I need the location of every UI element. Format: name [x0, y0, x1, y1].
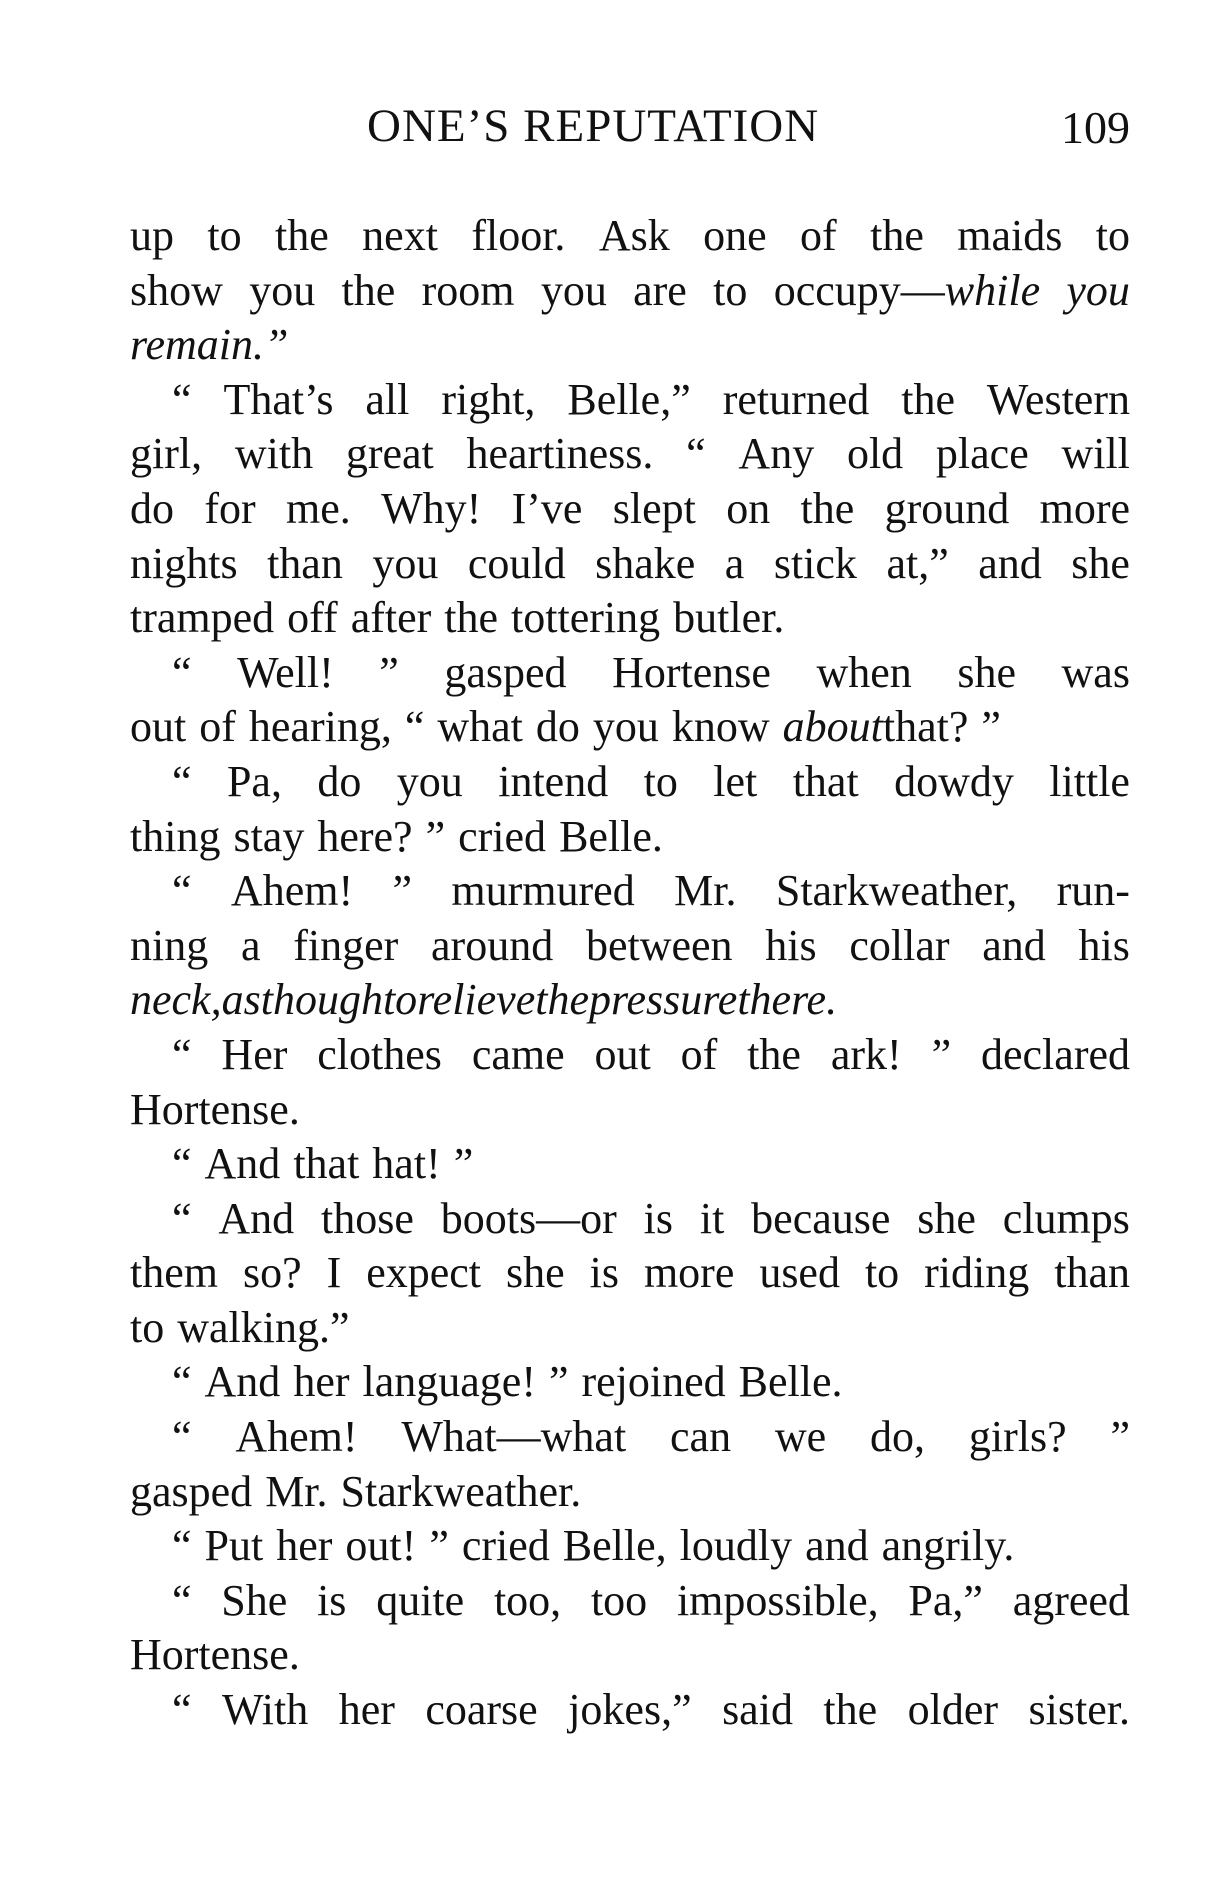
text-line: ning a finger around between his collar and his — [130, 920, 1130, 970]
body-text — [130, 209, 1130, 1738]
text-line: nights than you could shake a stick at,” and she — [130, 538, 1130, 588]
text-line: out of hearing, “ what do you know about that? ” — [130, 702, 1001, 752]
text-line: “ And her language! ” rejoined Belle. — [172, 1357, 843, 1407]
text-line: “ And that hat! ” — [172, 1139, 474, 1189]
text-line: show you the room you are to occupy—while you — [130, 265, 1130, 315]
text-line: “ And those boots—or is it because she clumps — [172, 1193, 1130, 1243]
text-line: “ With her coarse jokes,” said the older sister. — [172, 1685, 1130, 1735]
text-line: “ Pa, do you intend to let that dowdy little — [172, 756, 1130, 806]
text-line: do for me. Why! I’ve slept on the ground more — [130, 483, 1130, 533]
text-line: thing stay here? ” cried Belle. — [130, 811, 663, 861]
text-line: up to the next floor. Ask one of the maids to — [130, 211, 1130, 260]
text-line: neck, as though to relieve the pressure there. — [130, 975, 838, 1025]
text-line: “ Well! ” gasped Hortense when she was — [172, 647, 1130, 697]
text-line: tramped off after the tottering butler. — [130, 593, 785, 643]
text-line: “ Put her out! ” cried Belle, loudly and angrily. — [172, 1521, 1015, 1571]
text-line: “ Ahem! What—what can we do, girls? ” — [172, 1412, 1130, 1462]
running-title: ONE’S REPUTATION — [367, 100, 820, 152]
text-line: girl, with great heartiness. “ Any old place will — [130, 429, 1130, 479]
text-line: “ That’s all right, Belle,” returned the Western — [172, 374, 1130, 424]
page-number: 109 — [1061, 102, 1130, 153]
text-line: gasped Mr. Starkweather. — [130, 1466, 582, 1516]
text-line: Hortense. — [130, 1630, 300, 1680]
text-line: “ She is quite too, too impossible, Pa,” agreed — [172, 1575, 1130, 1625]
text-line: Hortense. — [130, 1084, 300, 1134]
text-line: “ Her clothes came out of the ark! ” declared — [172, 1029, 1130, 1079]
text-line: them so? I expect she is more used to riding than — [130, 1248, 1130, 1298]
running-head — [130, 96, 1130, 156]
text-line: “ Ahem! ” murmured Mr. Starkweather, run- — [172, 866, 1130, 916]
text-line: remain.” — [130, 320, 289, 370]
text-line: to walking.” — [130, 1302, 350, 1352]
